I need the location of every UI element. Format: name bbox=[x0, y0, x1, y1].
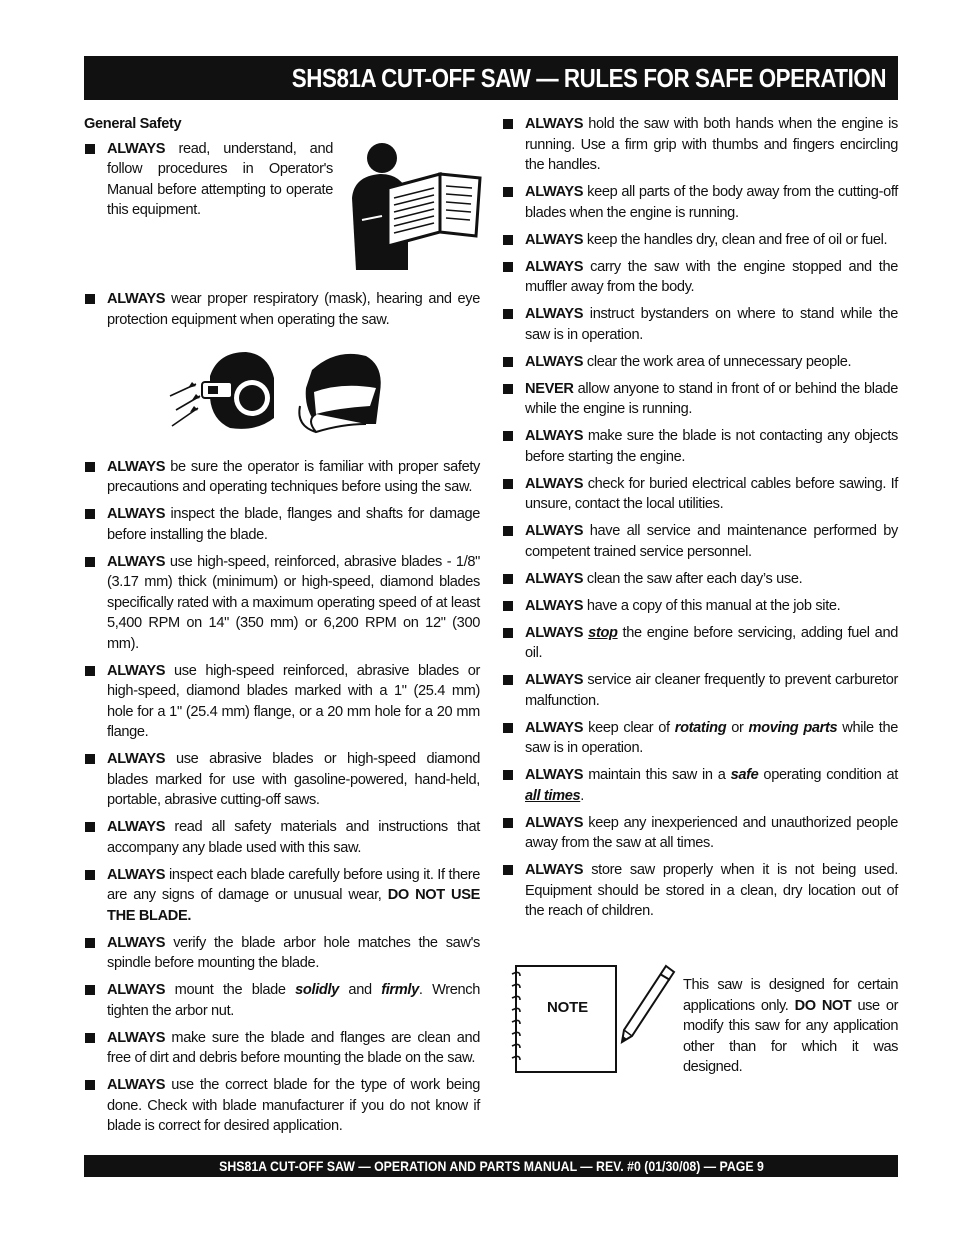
safety-rule: ALWAYS use high-speed, reinforced, abrasive blades - 1/8" (3.17 mm) thick (minimum) or high-speed, diamond blades specifically rated with a maximum operating speed of at least 5,400 RPM on 14" (350 mm) or 6,200 RPM on 12" (300 mm). bbox=[84, 552, 480, 655]
safety-rule: ALWAYS read all safety materials and instructions that accompany any blade used with this saw. bbox=[84, 817, 480, 858]
safety-rule: ALWAYS wear proper respiratory (mask), hearing and eye protection equipment when operating the saw. bbox=[84, 289, 480, 330]
pencil-icon bbox=[622, 966, 674, 1042]
safety-rule: ALWAYS store saw properly when it is not being used. Equipment should be stored in a clean, dry location out of the reach of children. bbox=[502, 860, 898, 922]
safety-rule: ALWAYS service air cleaner frequently to prevent carburetor malfunction. bbox=[502, 670, 898, 711]
safety-rule: ALWAYS maintain this saw in a safe operating condition at all times. bbox=[502, 765, 898, 806]
footer-text: SHS81A CUT-OFF SAW — OPERATION AND PARTS MANUAL — REV. #0 (01/30/08) — PAGE 9 bbox=[218, 1158, 764, 1174]
safety-rule: ALWAYS verify the blade arbor hole matches the saw's spindle before mounting the blade. bbox=[84, 933, 480, 974]
safety-rule: ALWAYS make sure the blade is not contacting any objects before starting the engine. bbox=[502, 426, 898, 467]
safety-rule: ALWAYS carry the saw with the engine stopped and the muffler away from the body. bbox=[502, 257, 898, 298]
page-footer bbox=[84, 1155, 898, 1177]
protective-equipment-figure bbox=[166, 348, 388, 434]
safety-rule: ALWAYS stop the engine before servicing, adding fuel and oil. bbox=[502, 623, 898, 664]
safety-rule: ALWAYS keep the handles dry, clean and free of oil or fuel. bbox=[502, 230, 898, 251]
safety-rule: ALWAYS use the correct blade for the type of work being done. Check with blade manufacturer if you do not know if blade is correct for desired application. bbox=[84, 1075, 480, 1137]
safety-rule: ALWAYS inspect the blade, flanges and shafts for damage before installing the blade. bbox=[84, 504, 480, 545]
notepad-icon bbox=[512, 966, 616, 1072]
note-label: NOTE bbox=[547, 999, 588, 1016]
note-figure bbox=[510, 962, 678, 1074]
safety-rule: ALWAYS use high-speed reinforced, abrasive blades or high-speed, diamond blades marked with a 1" (25.4 mm) hole for a 1" (25.4 mm) flange, or a 20 mm hole for a 20 mm flange. bbox=[84, 661, 480, 743]
page-title: SHS81A CUT-OFF SAW — RULES FOR SAFE OPERATION bbox=[291, 62, 886, 93]
safety-rule: ALWAYS hold the saw with both hands when the engine is running. Use a firm grip with thumbs and fingers encircling the handles. bbox=[502, 114, 898, 176]
respirator-mask-icon bbox=[299, 354, 380, 432]
safety-rule: ALWAYS keep all parts of the body away from the cutting-off blades when the engine is running. bbox=[502, 182, 898, 223]
safety-rule: ALWAYS instruct bystanders on where to stand while the saw is in operation. bbox=[502, 304, 898, 345]
safety-rule: ALWAYS clear the work area of unnecessary people. bbox=[502, 352, 898, 373]
safety-rule: ALWAYS use abrasive blades or high-speed diamond blades marked for use with gasoline-powered, hand-held, portable, abrasive cutting-off saws. bbox=[84, 749, 480, 811]
safety-rule: ALWAYS keep clear of rotating or moving parts while the saw is in operation. bbox=[502, 718, 898, 759]
safety-rule: ALWAYS inspect each blade carefully before using it. If there are any signs of damage or unusual wear, DO NOT USE THE BLADE. bbox=[84, 865, 480, 927]
section-heading: General Safety bbox=[84, 116, 182, 132]
safety-rule: ALWAYS keep any inexperienced and unauthorized people away from the saw at all times. bbox=[502, 813, 898, 854]
safety-rule: ALWAYS clean the saw after each day’s use. bbox=[502, 569, 898, 590]
page-header bbox=[84, 56, 898, 100]
safety-rule: ALWAYS have a copy of this manual at the job site. bbox=[502, 596, 898, 617]
right-column bbox=[502, 114, 898, 928]
safety-rule: ALWAYS have all service and maintenance performed by competent trained service personnel. bbox=[502, 521, 898, 562]
reading-manual-icon bbox=[336, 138, 482, 270]
ear-protection-icon bbox=[170, 352, 274, 429]
safety-rule: ALWAYS make sure the blade and flanges are clean and free of dirt and debris before mounting the blade on the saw. bbox=[84, 1028, 480, 1069]
safety-rule: ALWAYS be sure the operator is familiar with proper safety precautions and operating techniques before using the saw. bbox=[84, 457, 480, 498]
safety-rule: ALWAYS read, understand, and follow procedures in Operator's Manual before attempting to operate this equipment. bbox=[84, 139, 333, 221]
safety-rule: NEVER allow anyone to stand in front of or behind the blade while the engine is running. bbox=[502, 379, 898, 420]
safety-rule: ALWAYS mount the blade solidly and firmly. Wrench tighten the arbor nut. bbox=[84, 980, 480, 1021]
note-text: This saw is designed for certain applications only. DO NOT use or modify this saw for any application other than for which it was designed. bbox=[683, 977, 898, 1075]
safety-rule: ALWAYS check for buried electrical cables before sawing. If unsure, contact the local utilities. bbox=[502, 474, 898, 515]
